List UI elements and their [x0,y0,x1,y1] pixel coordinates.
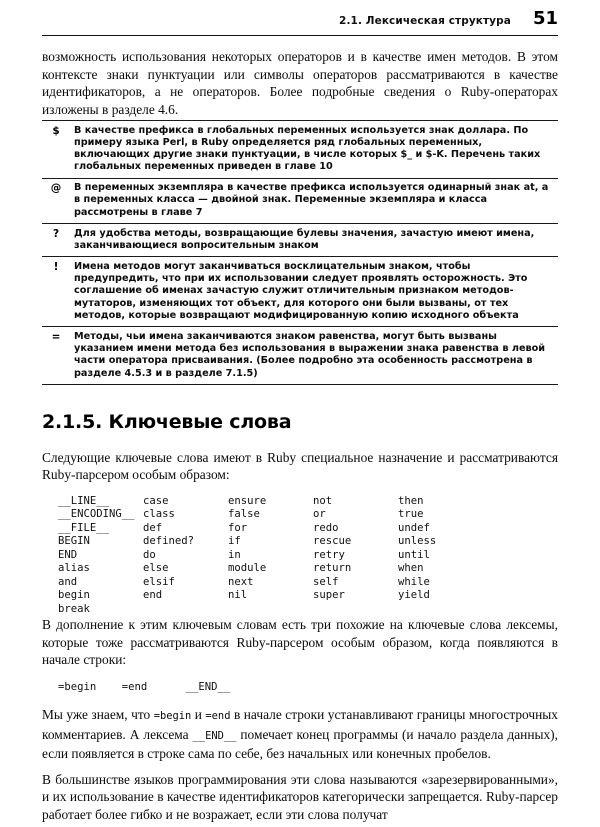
keyword: __ENCODING__ [58,508,135,521]
keyword: END [58,548,78,561]
punctuation-symbol: @ [50,182,62,195]
punctuation-symbol: ! [53,260,59,273]
intro-paragraph: возможность использования некоторых операторов и в качестве имен методов. В этом контексте знаки пунктуации или символы операторов рассматриваются в качестве идентификаторов, а не операторов. Более подробные сведения о Ruby-операторах изложены в разделе 4.6. [42,49,558,117]
running-head [42,10,558,34]
keyword: alias [58,562,90,575]
keyword: class [143,508,175,521]
keyword: false [228,508,260,521]
punctuation-symbol: ? [52,227,60,240]
page-content [42,48,558,823]
keyword: or [313,508,326,521]
keyword-row [58,535,558,549]
keyword-row [58,522,558,536]
punctuation-symbol: $ [52,124,60,137]
header-rule [42,35,558,36]
punctuation-symbol: = [51,330,61,343]
keyword: end [143,589,163,602]
keyword: do [143,548,156,561]
keyword: redo [313,521,339,534]
keyword: next [228,575,254,588]
table-row [42,224,558,257]
running-head-section-title: 2.1. Лексическая структура [339,15,511,27]
lexeme-list: =begin =end __END__ [58,680,231,693]
page-number: 51 [532,8,558,29]
keyword: while [398,575,430,588]
keyword-row [58,549,558,563]
punctuation-description: Методы, чьи имена заканчиваются знаком равенства, могут быть вызваны указанием имени метода без использования в выражении знака равенства в левой части оператора присваивания. (Более подробно эта особенность рассмотрена в разделе 4.5.3 и в разделе 7.1.5) [74,330,546,379]
keyword: when [398,562,424,575]
keyword: module [228,562,267,575]
keyword [228,603,313,617]
keyword: undef [398,521,430,534]
section-lead-paragraph: Следующие ключевые слова имеют в Ruby специальное назначение и рассматриваются Ruby-парсером особым образом: [42,449,558,483]
punctuation-description: В качестве префикса в глобальных переменных используется знак доллара. По примеру языка Perl, в Ruby определяется ряд глобальных переменных, включающих другие знаки пунктуации, в числе которых $_ и $-K. Перечень таких глобальных переменных приведен в главе 10 [74,124,541,173]
code-end: =end [205,710,231,723]
keyword [313,603,398,617]
keyword: yield [398,589,430,602]
keyword: begin [58,589,90,602]
table-row [42,121,558,179]
punctuation-description: Имена методов могут заканчиваться восклицательным знаком, чтобы предупредить, что при их использовании следует проявлять осторожность. Это соглашение об именах зачастую служит отличительным признаком методов-мутаторов, изменяющих тот объект, для которого они были вызваны, от тех методов, которые возвращают модифицированную копию исходного объекта [74,260,528,321]
explanation-text-part: и [191,707,206,723]
keyword: defined? [143,535,195,548]
keyword-row [58,589,558,603]
keyword: in [228,548,241,561]
keyword: until [398,548,430,561]
keyword: retry [313,548,345,561]
keyword-grid [58,495,558,617]
keyword [143,603,228,617]
keyword: __LINE__ [58,494,110,507]
keyword: then [398,494,424,507]
keyword: and [58,575,78,588]
keyword: __FILE__ [58,521,110,534]
explanation-text-part: Мы уже знаем, что [42,707,154,723]
table-row [42,257,558,327]
punctuation-table [42,120,558,385]
explanation-text-part: в начале строки устанавливают границы многострочных комментариев. А лексема [42,707,558,742]
keyword: true [398,508,424,521]
keyword: for [228,521,248,534]
keyword: rescue [313,535,352,548]
lexemes-explanation-paragraph [42,706,558,763]
final-paragraph: В большинстве языков программирования эти слова называются «зарезервированными», и их использование в качестве идентификаторов категорически запрещается. Ruby-парсер работает более гибко и не возражает, если эти слова получат [42,771,558,822]
code-begin: =begin [153,710,192,723]
keyword: if [228,535,241,548]
lexemes-intro-paragraph: В дополнение к этим ключевым словам есть три похожие на ключевые слова лексемы, которые тоже рассматриваются Ruby-парсером особым образом, когда появляются в начале строки: [42,617,558,668]
keyword-row [58,562,558,576]
explanation-text-part: помечает конец программы (и начало раздела данных), если появляется в строке сама по себе, без начальных или конечных пробелов. [42,726,558,762]
keyword: elsif [143,575,175,588]
keyword: super [313,589,345,602]
keyword-row [58,576,558,590]
section-heading: 2.1.5. Ключевые слова [42,410,292,433]
keyword: ensure [228,494,267,507]
punctuation-description: Для удобства методы, возвращающие булевы значения, зачастую имеют имена, заканчивающиеся вопросительным знаком [74,227,535,251]
punctuation-description: В переменных экземпляра в качестве префикса используется одинарный знак at, а в переменных класса — двойной знак. Переменные экземпляра и класса рассмотрены в главе 7 [74,182,549,218]
keyword-row [58,603,558,617]
keyword-row [58,508,558,522]
keyword: break [58,602,90,615]
keyword: BEGIN [58,535,90,548]
keyword: self [313,575,339,588]
keyword: not [313,494,333,507]
code-end-marker: __END__ [192,729,237,742]
keyword: case [143,494,169,507]
keyword: return [313,562,352,575]
keyword: unless [398,535,437,548]
punctuation-table-body [42,121,558,385]
keyword: else [143,562,169,575]
keyword-row [58,495,558,509]
keyword: def [143,521,163,534]
table-row [42,178,558,223]
table-row [42,327,558,385]
keyword: nil [228,589,248,602]
